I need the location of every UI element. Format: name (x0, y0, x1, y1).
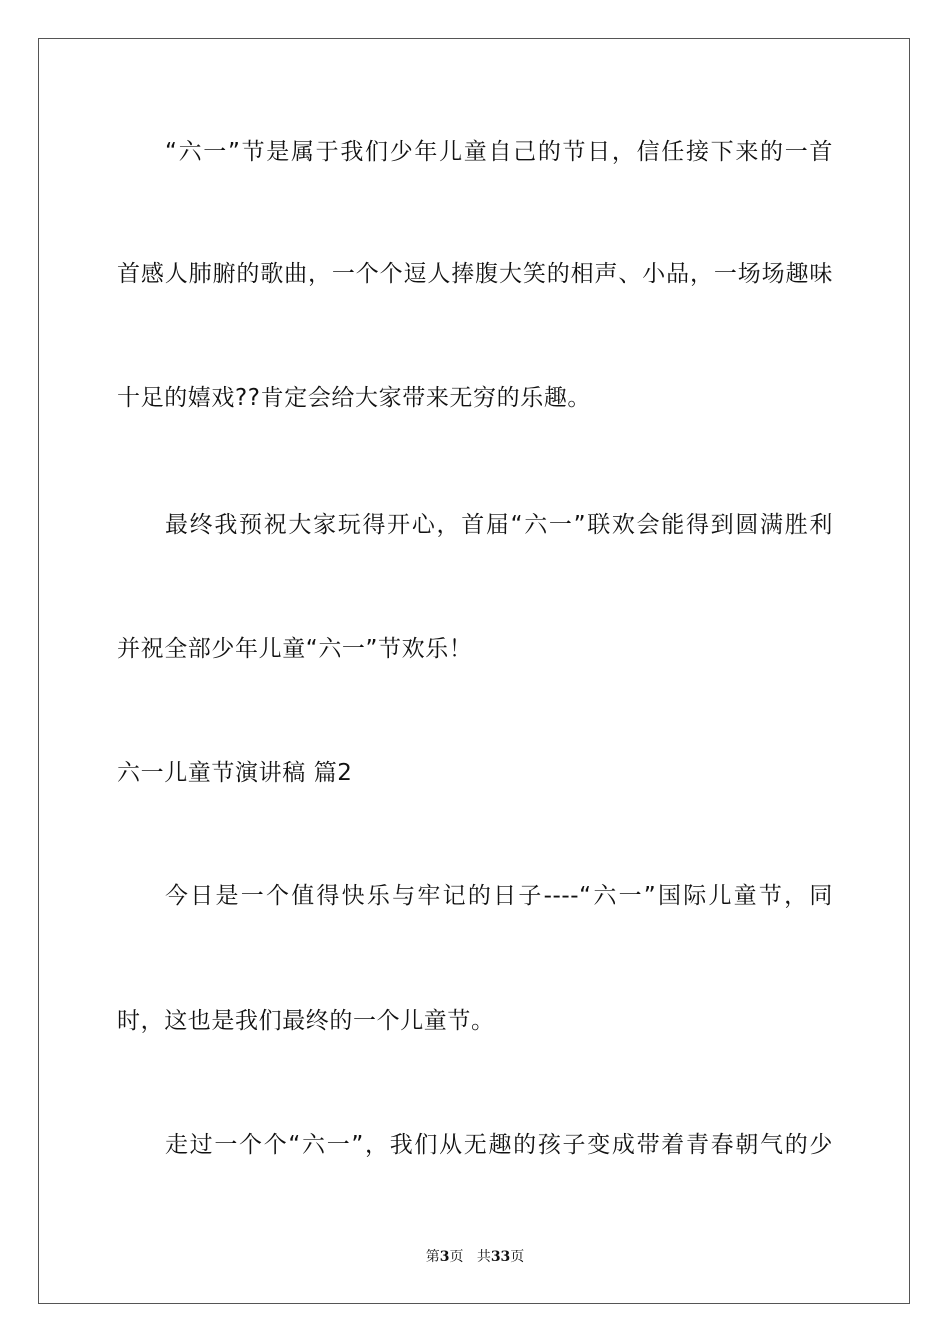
paragraph-line: 并祝全部少年儿童“六一”节欢乐！ (117, 636, 473, 662)
paragraph-line: 十足的嬉戏??肯定会给大家带来无穷的乐趣。 (117, 385, 592, 411)
footer-total-pages: 33 (490, 1249, 511, 1265)
paragraph-line: 走过一个个“六一”，我们从无趣的孩子变成带着青春朝气的少 (165, 1132, 833, 1158)
footer-page-number: 3 (439, 1249, 450, 1265)
paragraph-line: 首感人肺腑的歌曲，一个个逗人捧腹大笑的相声、小品，一场场趣味 (117, 261, 833, 287)
paragraph-line: 时，这也是我们最终的一个儿童节。 (117, 1008, 495, 1034)
footer-total-prefix: 共 (476, 1249, 491, 1265)
footer-page-suffix: 页 (449, 1249, 464, 1265)
section-heading: 六一儿童节演讲稿 篇2 (117, 760, 353, 786)
paragraph-line: 今日是一个值得快乐与牢记的日子----“六一”国际儿童节，同 (165, 883, 833, 909)
paragraph-line: “六一”节是属于我们少年儿童自己的节日，信任接下来的一首 (165, 139, 833, 165)
paragraph-line: 最终我预祝大家玩得开心，首届“六一”联欢会能得到圆满胜利 (165, 512, 833, 538)
footer-total-suffix: 页 (510, 1249, 525, 1265)
page-footer (0, 1247, 950, 1267)
footer-page-prefix: 第 (425, 1249, 440, 1265)
page-border (38, 38, 910, 1304)
